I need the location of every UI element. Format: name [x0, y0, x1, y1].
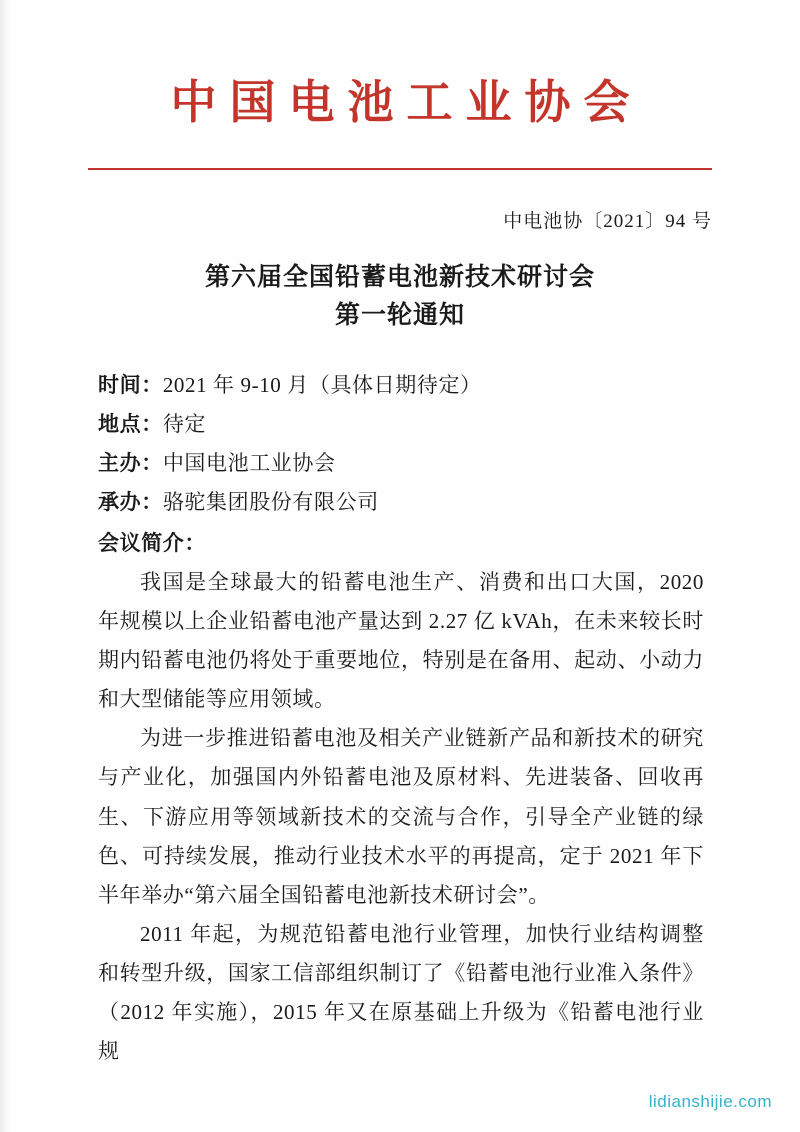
meta-row-host [98, 444, 704, 483]
meta-label-location: 地点： [98, 412, 163, 437]
watermark: lidianshijie.com [648, 1092, 772, 1111]
meta-value-organizer: 骆驼集团股份有限公司 [162, 490, 379, 515]
document-title-line-2: 第一轮通知 [334, 302, 465, 330]
paragraph-3: 2011 年起，为规范铅蓄电池行业管理，加快行业结构调整和转型升级，国家工信部组织制订了《铅蓄电池行业准入条件》（2012 年实施），2015 年又在原基础上升级为《铅蓄电池行业规 [98, 921, 704, 1063]
paragraph-2: 为进一步推进铅蓄电池及相关产业链新产品和新技术的研究与产业化，加强国内外铅蓄电池及原材料、先进装备、回收再生、下游应用等领域新技术的交流与合作，引导全产业链的绿色、可持续发展，推动行业技术水平的再提高，定于 2021 年下半年举办“第六届全国铅蓄电池新技术研讨会”。 [98, 726, 704, 907]
section-heading-introduction: 会议简介： [98, 531, 206, 556]
meta-label-host: 主办： [98, 451, 163, 476]
paragraph-1: 我国是全球最大的铅蓄电池生产、消费和出口大国，2020 年规模以上企业铅蓄电池产量达到 2.27 亿 kVAh，在未来较长时期内铅蓄电池仍将处于重要地位，特别是在备用、起动、小动力和大型储能等应用领域。 [98, 570, 704, 712]
meta-label-time: 时间： [98, 373, 163, 397]
document-number: 中电池协〔2021〕94 号 [503, 210, 712, 232]
issuing-organization: 中国电池工业协会 [170, 77, 643, 128]
document-body [98, 366, 704, 1071]
letterhead [0, 0, 800, 170]
meta-value-time: 2021 年 9-10 月（具体日期待定） [162, 373, 482, 397]
meta-label-organizer: 承办： [98, 490, 163, 515]
letterhead-divider [88, 168, 712, 170]
meta-value-location: 待定 [162, 412, 207, 437]
meta-row-time [98, 366, 704, 405]
document-title-line-1: 第六届全国铅蓄电池新技术研讨会 [204, 263, 595, 291]
page-edge-shadow [0, 0, 10, 1132]
meta-row-location [98, 405, 704, 444]
document-title [0, 259, 800, 337]
meta-row-organizer [98, 483, 704, 522]
meta-value-host: 中国电池工业协会 [162, 451, 336, 476]
